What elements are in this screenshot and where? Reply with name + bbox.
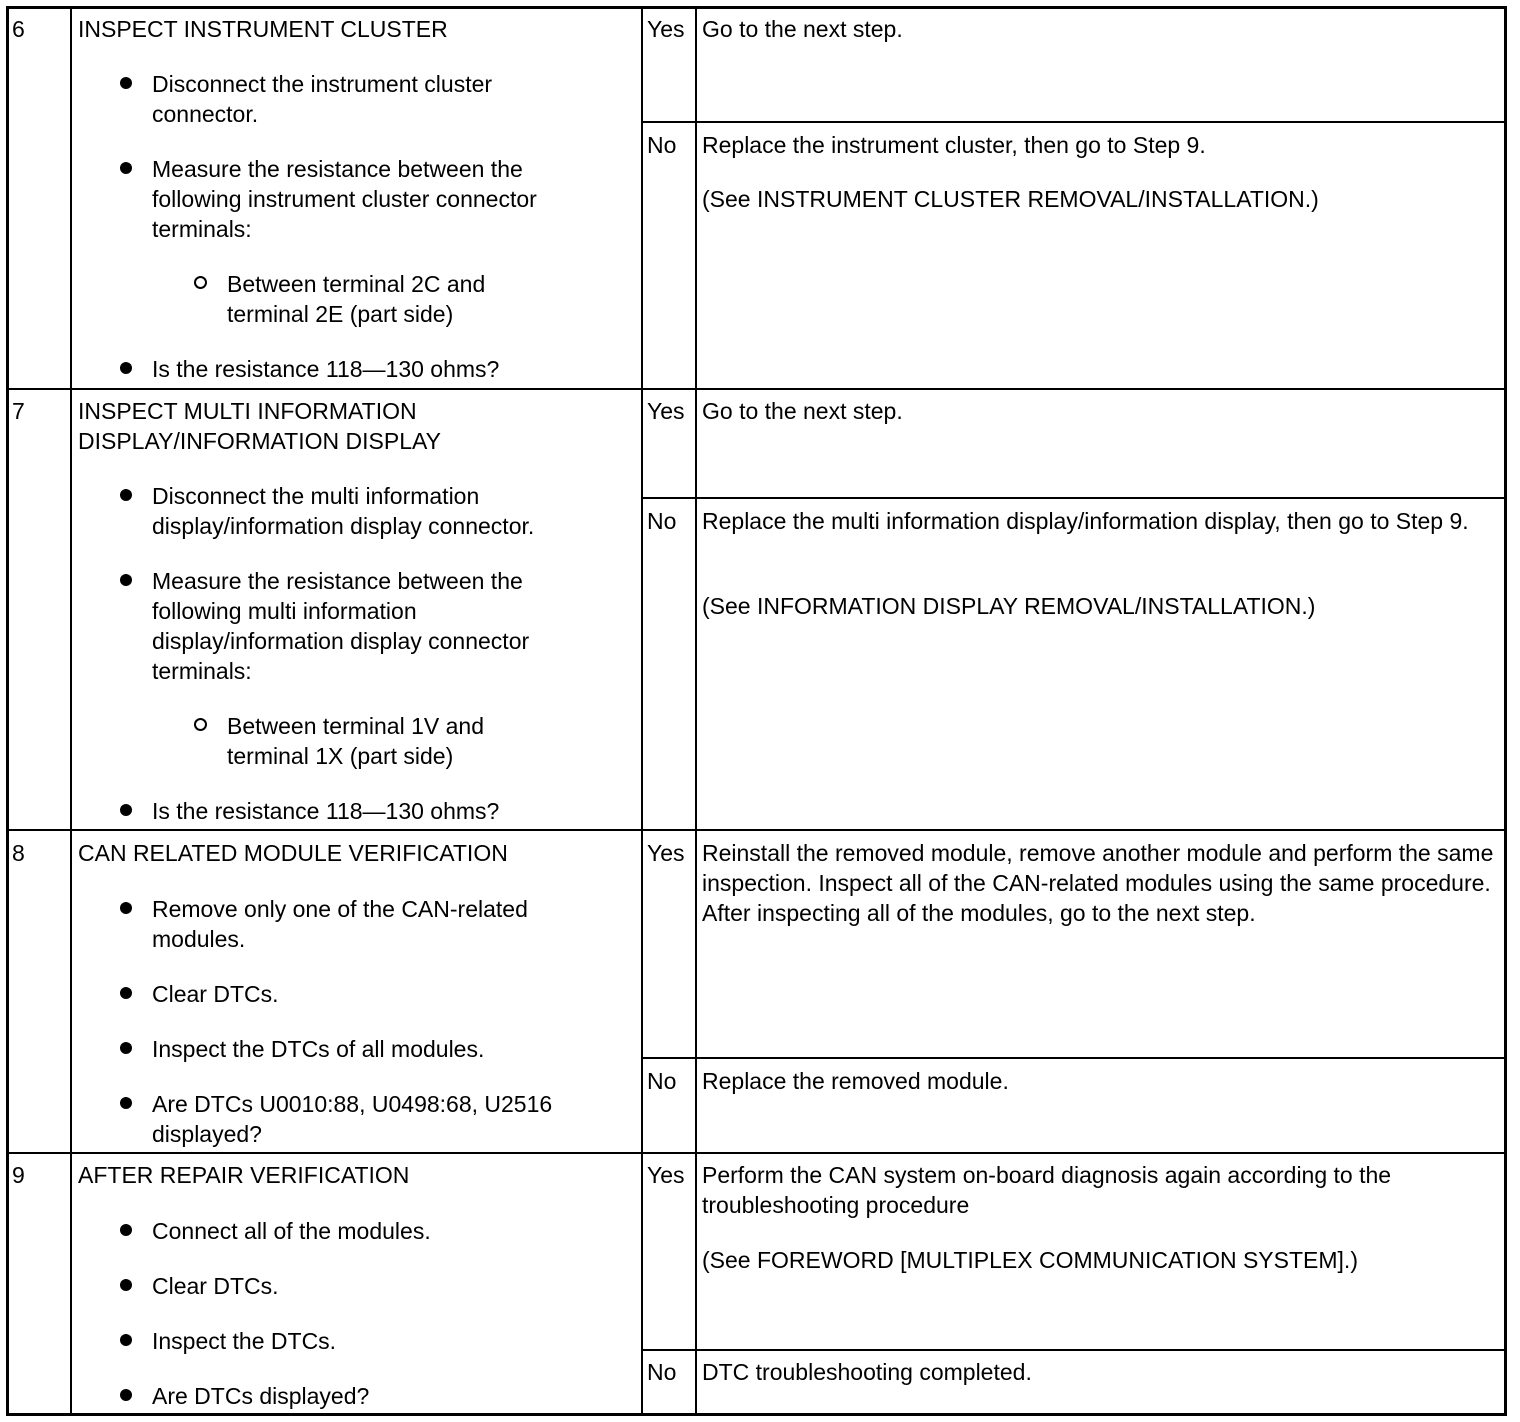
sub-list-item: Between terminal 2C and terminal 2E (part side) <box>227 271 486 327</box>
yes-no-divider <box>641 121 1507 123</box>
step-title: CAN RELATED MODULE VERIFICATION <box>78 840 508 866</box>
no-result: Replace the removed module. <box>702 1068 1009 1094</box>
column-divider-action <box>641 6 643 1416</box>
list-item: Is the resistance 118—130 ohms? <box>152 798 500 824</box>
step-number: 7 <box>12 398 25 424</box>
list-item: Clear DTCs. <box>152 981 279 1007</box>
yes-result: Go to the next step. <box>702 398 903 424</box>
list-item: Inspect the DTCs of all modules. <box>152 1036 485 1062</box>
column-divider-result <box>695 6 697 1416</box>
row-divider <box>6 1152 1507 1154</box>
bullet-icon <box>120 162 132 174</box>
reference-note: (See INFORMATION DISPLAY REMOVAL/INSTALLATION.) <box>702 593 1316 619</box>
yes-no-divider <box>641 1349 1507 1351</box>
bullet-icon <box>120 489 132 501</box>
step-number: 8 <box>12 840 25 866</box>
column-divider-step <box>70 6 72 1416</box>
list-item: Measure the resistance between the following instrument cluster connector terminals: <box>152 156 537 242</box>
list-item: Are DTCs U0010:88, U0498:68, U2516 displayed? <box>152 1091 553 1147</box>
bullet-icon <box>120 1042 132 1054</box>
no-result: Replace the instrument cluster, then go to Step 9. <box>702 132 1206 158</box>
row-divider <box>6 388 1507 390</box>
reference-note: (See FOREWORD [MULTIPLEX COMMUNICATION SYSTEM].) <box>702 1247 1358 1273</box>
bullet-icon <box>120 1334 132 1346</box>
bullet-icon <box>120 902 132 914</box>
list-item: Disconnect the multi information display/information display connector. <box>152 483 535 539</box>
list-item: Measure the resistance between the following multi information display/information display connector terminals: <box>152 568 530 684</box>
yes-no-divider <box>641 1057 1507 1059</box>
yes-label: Yes <box>647 1162 685 1188</box>
step-title: INSPECT MULTI INFORMATION DISPLAY/INFORMATION DISPLAY <box>78 398 441 454</box>
list-item: Inspect the DTCs. <box>152 1328 337 1354</box>
list-item: Connect all of the modules. <box>152 1218 431 1244</box>
no-result: DTC troubleshooting completed. <box>702 1359 1032 1385</box>
row-divider <box>6 829 1507 831</box>
step-number: 6 <box>12 16 25 42</box>
bullet-icon <box>120 1224 132 1236</box>
list-item: Are DTCs displayed? <box>152 1383 370 1409</box>
bullet-icon <box>120 1279 132 1291</box>
no-label: No <box>647 508 677 534</box>
no-result: Replace the multi information display/information display, then go to Step 9. <box>702 508 1469 534</box>
yes-label: Yes <box>647 16 685 42</box>
list-item: Remove only one of the CAN-related modules. <box>152 896 528 952</box>
step-title: INSPECT INSTRUMENT CLUSTER <box>78 16 448 42</box>
reference-note: (See INSTRUMENT CLUSTER REMOVAL/INSTALLATION.) <box>702 186 1319 212</box>
no-label: No <box>647 1359 677 1385</box>
list-item: Is the resistance 118—130 ohms? <box>152 356 500 382</box>
bullet-icon <box>120 804 132 816</box>
yes-label: Yes <box>647 840 685 866</box>
bullet-icon <box>120 987 132 999</box>
step-title: AFTER REPAIR VERIFICATION <box>78 1162 410 1188</box>
yes-result: Perform the CAN system on-board diagnosis again according to the troubleshooting procedure <box>702 1162 1392 1218</box>
bullet-icon <box>120 77 132 89</box>
yes-label: Yes <box>647 398 685 424</box>
list-item: Clear DTCs. <box>152 1273 279 1299</box>
list-item: Disconnect the instrument cluster connector. <box>152 71 493 127</box>
yes-no-divider <box>641 497 1507 499</box>
yes-result: Reinstall the removed module, remove another module and perform the same inspection. Inspect all of the CAN-related modules using the same procedure. After inspecting all of the modules, go to the next step. <box>702 840 1494 926</box>
step-number: 9 <box>12 1162 25 1188</box>
sub-list-item: Between terminal 1V and terminal 1X (part side) <box>227 713 484 769</box>
bullet-icon <box>120 1389 132 1401</box>
bullet-icon <box>120 362 132 374</box>
no-label: No <box>647 1068 677 1094</box>
bullet-icon <box>120 1097 132 1109</box>
sub-bullet-icon <box>194 276 207 289</box>
sub-bullet-icon <box>194 718 207 731</box>
bullet-icon <box>120 574 132 586</box>
yes-result: Go to the next step. <box>702 16 903 42</box>
no-label: No <box>647 132 677 158</box>
